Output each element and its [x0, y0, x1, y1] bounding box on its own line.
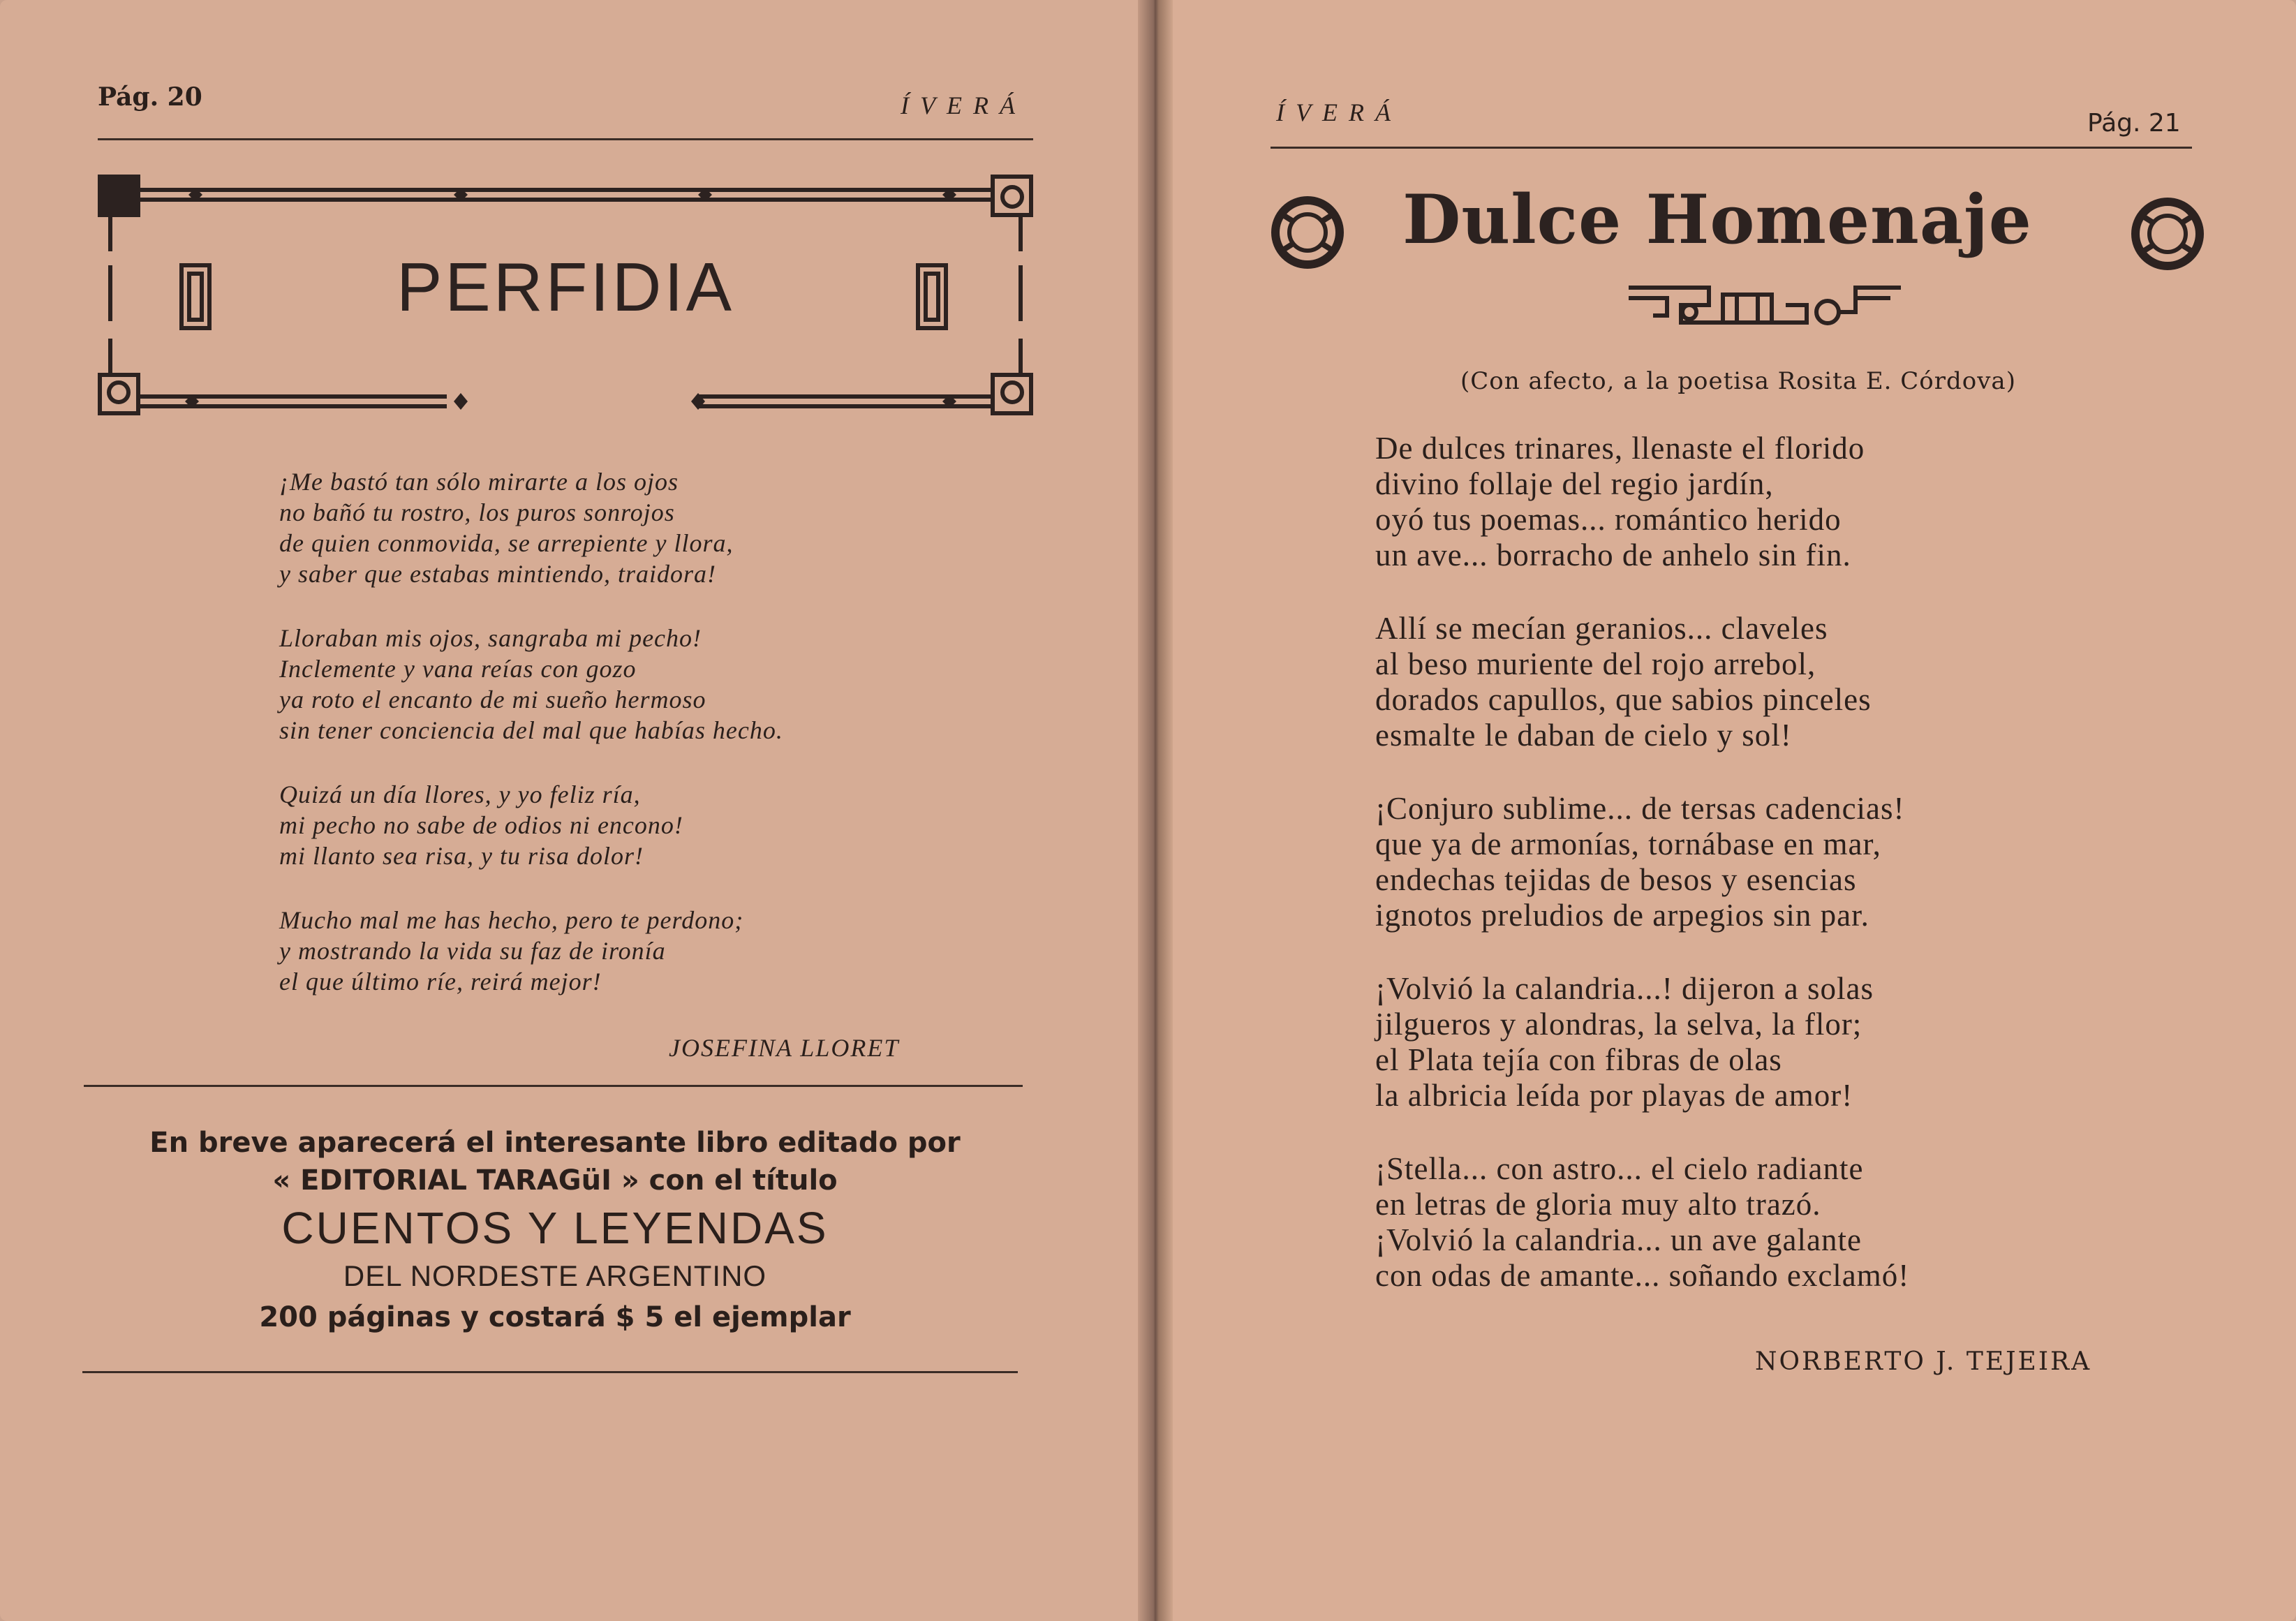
poem-line: Mucho mal me has hecho, pero te perdono; [279, 906, 744, 934]
running-head-right: ÍVERÁ [1276, 98, 1402, 126]
poem-line: jilgueros y alondras, la selva, la flor; [1375, 1007, 1862, 1042]
ad-line-2: « EDITORIAL TARAGüI » con el título [272, 1164, 838, 1197]
header-rule-right [1271, 147, 2192, 149]
poem-line: al beso muriente del rojo arrebol, [1375, 646, 1816, 681]
author-right: NORBERTO J. TEJEIRA [1755, 1347, 2092, 1376]
stanza [1375, 611, 2143, 753]
poem-line: De dulces trinares, llenaste el florido [1375, 431, 1865, 466]
poem-line: en letras de gloria muy alto trazó. [1375, 1187, 1821, 1222]
poem-line: ¡Conjuro sublime... de tersas cadencias! [1375, 791, 1905, 826]
ad-line-5: 200 páginas y costará $ 5 el ejemplar [259, 1301, 851, 1333]
stanza [1375, 1151, 2143, 1294]
poem-line: mi pecho no sabe de odios ni encono! [279, 811, 683, 839]
poem-line: y mostrando la vida su faz de ironía [279, 937, 666, 965]
stanza [279, 466, 963, 589]
poem-line: divino follaje del regio jardín, [1375, 466, 1774, 501]
dedication: (Con afecto, a la poetisa Rosita E. Córdova) [1460, 367, 2016, 395]
ad-book-subtitle: DEL NORDESTE ARGENTINO [343, 1259, 767, 1292]
poem-line: ¡Volvió la calandria... un ave galante [1375, 1222, 1862, 1257]
poem-line: sin tener conciencia del mal que habías hecho. [279, 716, 783, 744]
poem-line: de quien conmovida, se arrepiente y llora, [279, 529, 734, 557]
greek-key-ornament-icon [1625, 274, 1904, 336]
right-page [1159, 0, 2296, 1621]
poem-line: ignotos preludios de arpegios sin par. [1375, 898, 1869, 933]
poem-line: esmalte le daban de cielo y sol! [1375, 718, 1792, 753]
stanza [279, 905, 963, 997]
header-rule-left [98, 138, 1033, 140]
poem-line: ya roto el encanto de mi sueño hermoso [279, 686, 706, 713]
stanza [1375, 791, 2143, 933]
poem-title-right: Dulce Homenaje [1402, 180, 2032, 259]
footer-rule-left [82, 1371, 1018, 1373]
running-head-left: ÍVERÁ [901, 91, 1026, 119]
poem-line: oyó tus poemas... romántico herido [1375, 502, 1842, 537]
ad-book-title: CUENTOS Y LEYENDAS [281, 1203, 829, 1253]
poem-line: ¡Volvió la calandria...! dijeron a solas [1375, 971, 1874, 1006]
title-frame [98, 175, 1033, 415]
author-left: JOSEFINA LLORET [669, 1034, 900, 1062]
poem-line: y saber que estabas mintiendo, traidora! [279, 560, 716, 588]
poem-line: mi llanto sea risa, y tu risa dolor! [279, 842, 644, 870]
poem-line: que ya de armonías, tornábase en mar, [1375, 827, 1881, 861]
ring-ornament-icon [1269, 194, 1346, 271]
poem-title-left: PERFIDIA [397, 249, 734, 325]
stanza [1375, 431, 2143, 573]
stanza [1375, 971, 2143, 1113]
poem-line: el Plata tejía con fibras de olas [1375, 1042, 1782, 1077]
poem-line: un ave... borracho de anhelo sin fin. [1375, 538, 1851, 572]
poem-line: la albricia leída por playas de amor! [1375, 1078, 1853, 1113]
divider-rule [84, 1085, 1023, 1087]
ring-ornament-icon [2129, 195, 2206, 272]
book-gutter [1138, 0, 1173, 1621]
poem-line: el que último ríe, reirá mejor! [279, 968, 602, 995]
stanza [279, 623, 963, 746]
page-number-left: Pág. 20 [98, 82, 202, 112]
poem-line: Allí se mecían geranios... claveles [1375, 611, 1828, 646]
poem-line: Lloraban mis ojos, sangraba mi pecho! [279, 624, 702, 652]
poem-left [279, 466, 963, 1030]
ad-line-1: En breve aparecerá el interesante libro editado por [149, 1127, 961, 1159]
poem-line: endechas tejidas de besos y esencias [1375, 862, 1857, 897]
poem-line: ¡Stella... con astro... el cielo radiante [1375, 1151, 1864, 1186]
stanza [279, 779, 963, 871]
poem-line: con odas de amante... soñando exclamó! [1375, 1258, 1910, 1293]
poem-right [1375, 431, 2143, 1331]
page-number-right: Pág. 21 [2087, 109, 2181, 138]
poem-line: Quizá un día llores, y yo feliz ría, [279, 780, 641, 808]
poem-line: ¡Me bastó tan sólo mirarte a los ojos [279, 468, 679, 496]
poem-line: Inclemente y vana reías con gozo [279, 655, 637, 683]
poem-line: no bañó tu rostro, los puros sonrojos [279, 498, 675, 526]
poem-line: dorados capullos, que sabios pinceles [1375, 682, 1872, 717]
